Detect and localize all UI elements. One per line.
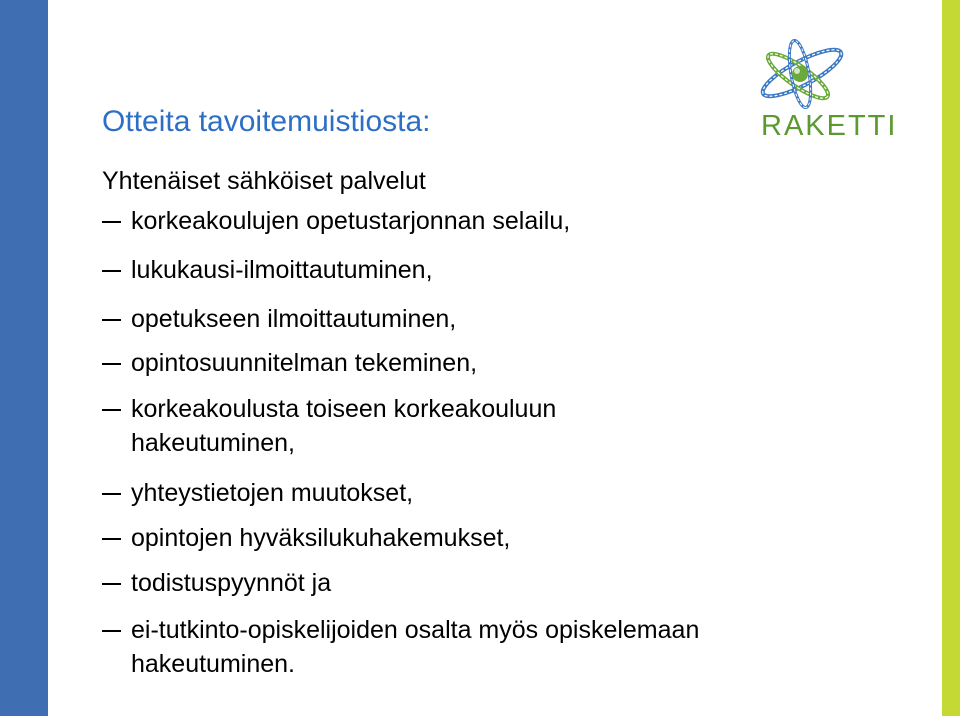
- dash-icon: [102, 409, 121, 411]
- dash-icon: [102, 630, 121, 632]
- bullet-item: [102, 392, 902, 460]
- bullet-text: yhteystietojen muutokset,: [131, 479, 414, 507]
- bullet-text: opintojen hyväksilukuhakemukset,: [131, 524, 511, 552]
- dash-icon: [102, 221, 121, 223]
- bullet-text: ei-tutkinto-opiskelijoiden osalta myös opiskelemaan hakeutuminen.: [131, 616, 700, 678]
- bullet-item: [102, 204, 902, 238]
- atom-orbit-icon: [758, 39, 847, 109]
- dash-icon: [102, 319, 121, 321]
- right-accent-bar: [942, 0, 960, 716]
- dash-icon: [102, 583, 121, 585]
- bullet-item: [102, 566, 902, 600]
- bullet-text: korkeakoulusta toiseen korkeakouluun hakeutuminen,: [131, 395, 557, 457]
- bullet-text: lukukausi-ilmoittautuminen,: [131, 256, 433, 284]
- logo-text: RAKETTI: [761, 110, 898, 142]
- dash-icon: [102, 538, 121, 540]
- bullet-text: todistuspyynnöt ja: [131, 569, 332, 597]
- dash-icon: [102, 493, 121, 495]
- bullet-text: opintosuunnitelman tekeminen,: [131, 349, 478, 377]
- bullet-item: [102, 521, 902, 555]
- bullet-item: [102, 476, 902, 510]
- bullet-item: [102, 613, 902, 681]
- bullet-item: [102, 302, 902, 336]
- bullet-text: opetukseen ilmoittautuminen,: [131, 305, 457, 333]
- slide-title: Otteita tavoitemuistiosta:: [102, 105, 431, 138]
- bullet-text: korkeakoulujen opetustarjonnan selailu,: [131, 207, 571, 235]
- bullet-item: [102, 253, 902, 287]
- dash-icon: [102, 270, 121, 272]
- bullet-item: [102, 346, 902, 380]
- slide-subtitle: Yhtenäiset sähköiset palvelut: [102, 167, 426, 195]
- dash-icon: [102, 363, 121, 365]
- left-accent-bar: [0, 0, 48, 716]
